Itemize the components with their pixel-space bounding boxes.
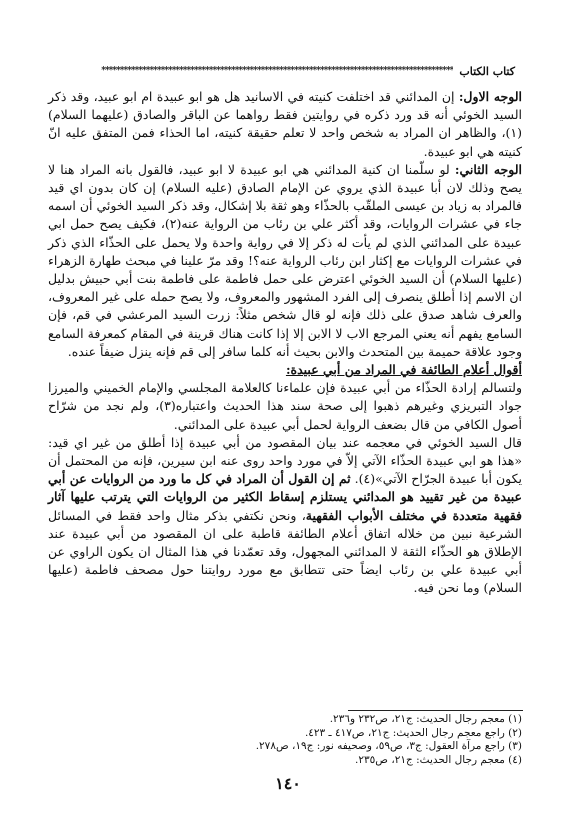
first-aspect-label: الوجه الاول: bbox=[458, 89, 522, 104]
example-text: ، ونحن نكتفي بذكر مثال واحد فقط في المسائل الشرعية نبين من خلاله اتفاق أعلام الطائفة قاطبة على ان المقصود من أبي عبيدة عند الإطلاق هو الحذّاء الثقة لا المدائني المجهول، وقد تعمّدنا في هذا المثال ان يكون الراوي عن أبي عبيدة علي بن رئاب ايضاً حتى تتطابق مع مورد روايتنا حول مصحف فاطمة (عليها السلام) وما نحن فيه. bbox=[48, 507, 522, 596]
footnote-3: (٣) راجع مرآة العقول: ج٣، ص٥٩، وصحيفه نور: ج١٩، ص٢٧٨. bbox=[255, 740, 522, 752]
footnotes bbox=[48, 713, 522, 767]
running-header bbox=[45, 56, 515, 78]
first-aspect-text: إن المدائني قد اختلفت كنيته في الاسانيد هل هو ابو عبيدة ام ابو عبيد، وقد ذكر السيد الخوئي أنه قد ورد ذكره في روايتين فقط رواهما عن الباقر والصادق (عليهما السلام)(١)، والظاهر ان المراد به شخص واحد لا تعلم حقيقة كنيته، اما الحذاء فمن المتفق عليه انّ كنيته هي ابو عبيدة. bbox=[48, 89, 522, 159]
footnote-4: (٤) معجم رجال الحديث: ج٢١، ص٢٣٥. bbox=[355, 753, 522, 766]
paragraph-khoei-quote bbox=[48, 434, 522, 598]
footnote-2: (٢) راجع معجم رجال الحديث: ج٢١، ص٤١٧ ـ ٤٢٣. bbox=[304, 726, 522, 739]
bold-conclusion-text: ثم إن القول أن المراد في كل ما ورد من الروايات عن أبي عبيدة من غير تقييد هو المدائني يستلزم إسقاط الكثير من الروايات التي يترتب عليها آثار فقهية متعددة في مختلف الأبواب الفقهية bbox=[48, 471, 522, 523]
paragraph-scholars: ولتسالم إرادة الحذّاء من أبي عبيدة فإن علماءنا كالعلامة المجلسي والإمام الخميني والميرزا جواد التبريزي وغيرهم ذهبوا إلى صحة سند هذا الحديث واعتباره(٣)، ولم نجد من شرّاح أصول الكافي من قال بضعف الرواية لحمل أبي عبيدة على المدائني. bbox=[48, 380, 522, 432]
paragraph-first-aspect bbox=[48, 88, 522, 161]
footnote-divider bbox=[348, 710, 523, 711]
second-aspect-label: الوجه الثاني: bbox=[454, 161, 522, 177]
second-aspect-text: لو سلّمنا ان كنية المدائني هي ابو عبيدة لا ابو عبيد، فالقول بانه المراد هنا لا يصح وذلك لان أبا عبيدة الذي يروي عن الإمام الصادق (عليه السلام) إن كان بدون اي قيد فالمراد به زياد بن عيسى الملقّب بالحذّاء وهو ثقة بلا إشكال، وقد ذكر السيد الخوئي أن اسمه جاء في عشرات الروايات، وقد أكثر علي بن رئاب من الرواية عنه(٢)، فكيف يصح حمل ابي عبيدة على المدائني الذي لم يأت له ذكر إلا في رواية واحدة ولا يحمل على الحذّاء الذي ذكر في عشرات الروايات مع إكثار ابن رئاب الرواية عنه؟! وقد مرّ علينا في مبحث طهارة الزهراء (عليها السلام) أن السيد الخوئي اعترض على حمل فاطمة على فاطمة بنت أبي حبيش بدليل ان الاسم إذا أطلق ينصرف إلى الفرد المشهور والمعروف، ولا يصح حمله على غير المعروف، والعرف شاهد صدق على ذلك فإنه لو قال شخص مثلاً: زرت السيد المرعشي في قم، فإن السامع يفهم أنه يعني المرجع الاب لا الابن إلا إذا كانت هناك قرينة في المقام كمعرفة السامع وجود علاقة حميمة بين المتحدث والابن بحيث أنه كلما سافر إلى قم فإنه ينزل ضيفاً عنده. bbox=[48, 161, 522, 359]
paragraph-second-aspect bbox=[48, 161, 522, 361]
section-heading: أقوال أعلام الطائفة في المراد من أبي عبيدة: bbox=[285, 362, 522, 378]
header-stars-rule: *********************************************************************************************** bbox=[101, 66, 454, 76]
main-text bbox=[48, 88, 522, 598]
footnote-1: (١) معجم رجال الحديث: ج٢١، ص٢٣٢ و٢٣٦. bbox=[329, 713, 522, 725]
book-title: كتاب الكتاب bbox=[459, 65, 515, 78]
khoei-quote-text: قال السيد الخوئي في معجمه عند بيان المقصود من أبي عبيدة إذا أطلق من غير اي قيد: «هذا هو ابي عبيدة الحذّاء الآتي إلاّ في مورد واحد روى عنه ابن سيرين، فإنه من المحتمل أن يكون أبا عبيدة الجرّاح الآتي»(٤). bbox=[48, 434, 523, 487]
page-number: ١٤٠ bbox=[275, 774, 301, 793]
